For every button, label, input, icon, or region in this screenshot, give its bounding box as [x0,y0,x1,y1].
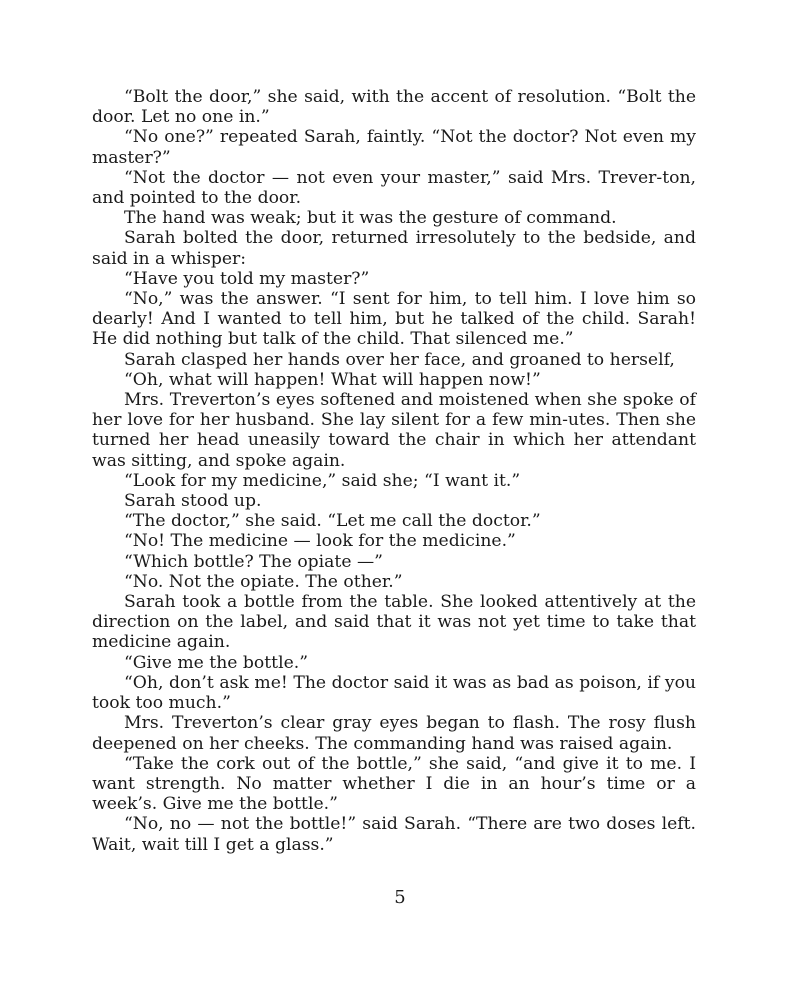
paragraph-4: The hand was weak; but it was the gesture of command. [124,208,617,229]
paragraph-8: Sarah clasped her hands over her face, and groaned to herself, [124,349,675,370]
paragraph-22: “No, no — not the bottle!” said Sarah. “There are two doses left. Wait, wait till I get a glass.” [92,814,696,855]
paragraph-5: Sarah bolted the door, returned irresolutely to the bedside, and said in a whisper: [92,228,696,269]
paragraph-20: Mrs. Treverton’s clear gray eyes began to flash. The rosy flush deepened on her cheeks. The commanding hand was raised again. [92,713,696,754]
paragraph-17: Sarah took a bottle from the table. She looked attentively at the direction on the label, and said that it was not yet time to take that medicine again. [92,592,696,653]
paragraph-21: “Take the cork out of the bottle,” she said, “and give it to me. I want strength. No matter whether I die in an hour’s time or a week’s. Give me the bottle.” [92,753,696,815]
paragraph-9: “Oh, what will happen! What will happen now!” [124,369,541,390]
paragraph-16: “No. Not the opiate. The other.” [124,571,403,592]
paragraph-3: “Not the doctor — not even your master,” said Mrs. Trever-ton, and pointed to the door. [92,167,696,209]
paragraph-6: “Have you told my master?” [124,268,370,289]
paragraph-2: “No one?” repeated Sarah, faintly. “Not the doctor? Not even my master?” [92,127,696,168]
paragraph-10: Mrs. Treverton’s eyes softened and moistened when she spoke of her love for her husband. She lay silent for a few min-utes. Then she turned her head uneasily toward the chair in which her attendant was sitting, and spoke again. [92,390,696,471]
paragraph-19: “Oh, don’t ask me! The doctor said it was as bad as poison, if you took too much.” [92,672,696,714]
book-page-text [92,87,696,855]
page-number: 5 [394,887,406,908]
paragraph-13: “The doctor,” she said. “Let me call the doctor.” [124,511,541,532]
paragraph-14: “No! The medicine — look for the medicine.” [124,531,516,552]
paragraph-1: “Bolt the door,” she said, with the accent of resolution. “Bolt the door. Let no one in.” [92,87,696,128]
paragraph-18: “Give me the bottle.” [124,652,308,673]
paragraph-12: Sarah stood up. [124,491,262,512]
paragraph-15: “Which bottle? The opiate —” [124,551,383,572]
paragraph-11: “Look for my medicine,” said she; “I want it.” [124,470,521,491]
paragraph-7: “No,” was the answer. “I sent for him, to tell him. I love him so dearly! And I wanted to tell him, but he talked of the child. Sarah! He did nothing but talk of the child. That silenced me.” [92,289,696,350]
